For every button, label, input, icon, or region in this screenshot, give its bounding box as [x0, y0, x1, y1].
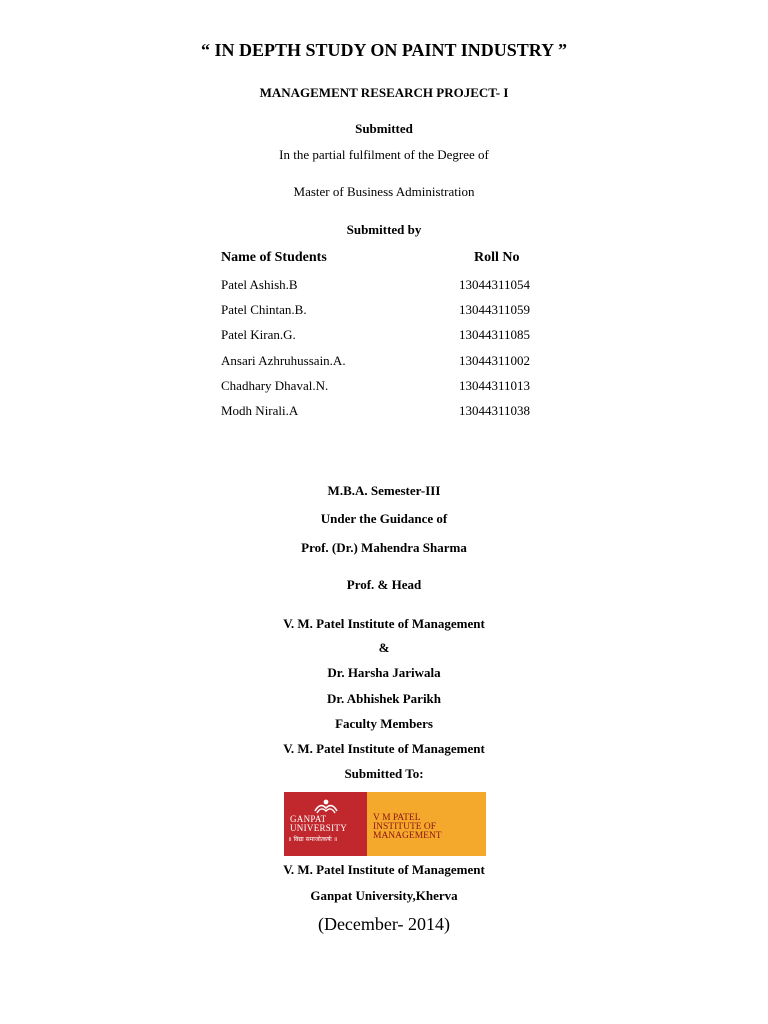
- book-emblem-icon: [312, 798, 340, 814]
- guidance-label: Under the Guidance of: [320, 511, 448, 526]
- university-name: GANPAT UNIVERSITY: [290, 814, 347, 833]
- students-roll-header: Roll No: [474, 250, 520, 265]
- guide-name: Prof. (Dr.) Mahendra Sharma: [301, 540, 467, 555]
- student-roll: 13044311085: [459, 327, 531, 343]
- semester-label: M.B.A. Semester-III: [327, 483, 441, 498]
- footer-university: Ganpat University,Kherva: [310, 888, 458, 903]
- student-roll: 13044311054: [459, 277, 531, 292]
- faculty-name: Dr. Abhishek Parikh: [326, 691, 442, 706]
- institute-name: V. M. Patel Institute of Management: [283, 741, 485, 756]
- submitted-label: Submitted: [355, 121, 413, 136]
- student-name: Chadhary Dhaval.N.: [221, 377, 329, 393]
- student-roll: 13044311059: [459, 302, 531, 318]
- degree-name: Master of Business Administration: [293, 184, 475, 199]
- student-row: [0, 403, 768, 428]
- submitted-to-label: Submitted To:: [344, 766, 424, 781]
- students-name-header: Name of Students: [221, 250, 327, 265]
- guide-role: Prof. & Head: [346, 577, 422, 592]
- student-row: [0, 277, 768, 302]
- student-row: [0, 302, 768, 327]
- partial-fulfilment-text: In the partial fulfilment of the Degree of: [279, 147, 489, 162]
- submitted-by-label: Submitted by: [346, 222, 422, 237]
- institute-name: V. M. Patel Institute of Management: [283, 616, 485, 631]
- institute-logo: [284, 792, 486, 856]
- faculty-role: Faculty Members: [335, 716, 433, 731]
- student-roll: 13044311013: [459, 377, 531, 393]
- project-label: MANAGEMENT RESEARCH PROJECT- I: [259, 85, 509, 100]
- student-name: Modh Nirali.A: [221, 402, 299, 418]
- student-row: [0, 327, 768, 352]
- student-name: Patel Chintan.B.: [221, 302, 307, 318]
- student-name: Patel Kiran.G.: [221, 327, 296, 343]
- student-roll: 13044311002: [459, 352, 531, 368]
- document-title: “ IN DEPTH STUDY ON PAINT INDUSTRY ”: [201, 40, 567, 60]
- student-roll: 13044311038: [459, 402, 531, 418]
- student-row: [0, 353, 768, 378]
- ganpat-university-logo: [284, 792, 367, 856]
- vmpim-logo: [367, 792, 486, 856]
- student-name: Patel Ashish.B: [221, 277, 298, 292]
- institute-logo-text: V M PATEL INSTITUTE OF MANAGEMENT: [373, 813, 442, 841]
- student-row: [0, 378, 768, 403]
- footer-institute: V. M. Patel Institute of Management: [283, 862, 485, 877]
- ampersand: &: [378, 640, 390, 655]
- university-motto: ॥ विद्या समाजोत्कर्षः ॥: [288, 836, 338, 843]
- submission-date: (December- 2014): [317, 914, 451, 934]
- students-table: [0, 277, 768, 428]
- faculty-name: Dr. Harsha Jariwala: [327, 665, 441, 680]
- student-name: Ansari Azhruhussain.A.: [221, 352, 346, 368]
